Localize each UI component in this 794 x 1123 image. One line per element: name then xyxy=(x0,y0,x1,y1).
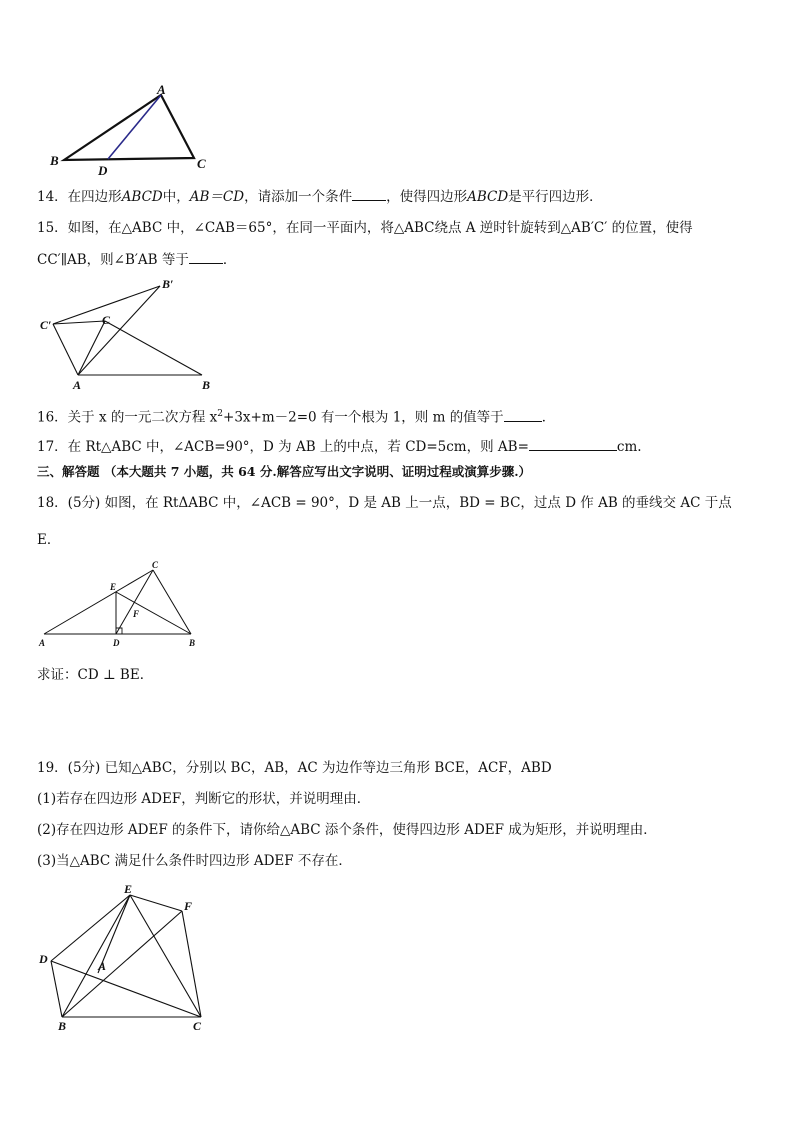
equilateral-figure-19 xyxy=(36,880,216,1035)
triangle-figure-13 xyxy=(40,82,220,177)
q14-text: ，使得四边形 xyxy=(386,189,468,205)
q14-abcd: ABCD xyxy=(467,189,509,205)
question-18-line2: E． xyxy=(37,532,61,548)
label-D: D xyxy=(98,163,108,178)
q16-text: 16．关于 x 的一元二次方程 x xyxy=(37,409,218,426)
label-B: B xyxy=(202,378,211,392)
q17-text: cm. xyxy=(616,439,642,455)
label-D: D xyxy=(39,952,48,966)
question-15-line1: 15．如图，在△ABC 中，∠CAB＝65°，在同一平面内，将△ABC绕点 A 逆时针旋转到△AB′C′ 的位置，使得 xyxy=(37,220,693,236)
label-D: D xyxy=(113,638,120,648)
label-E: E xyxy=(110,582,117,592)
rotation-figure-15 xyxy=(36,276,226,396)
q14-abcd: ABCD xyxy=(121,189,163,205)
label-C-prime: C′ xyxy=(40,318,52,332)
section-header: 三、解答题 （本大题共 7 小题，共 64 分.解答应写出文字说明、证明过程或演算步骤.） xyxy=(37,464,532,479)
question-18-line1: 18．(5分) 如图，在 RtΔABC 中，∠ACB = 90°，D 是 AB 上一点，BD = BC，过点 D 作 AB 的垂线交 AC 于点 xyxy=(37,495,732,511)
label-F: F xyxy=(184,899,193,913)
answer-blank[interactable] xyxy=(352,186,386,201)
q15-text: CC′∥AB，则∠B′AB 等于 xyxy=(37,252,189,268)
triangle-figure-18 xyxy=(36,558,211,653)
question-15-line2 xyxy=(37,249,236,270)
question-14 xyxy=(37,186,603,207)
answer-blank[interactable] xyxy=(189,249,223,264)
question-19-line1: 19．(5分) 已知△ABC，分别以 BC，AB，AC 为边作等边三角形 BCE，ACF，ABD xyxy=(37,760,552,776)
label-A: A xyxy=(73,378,82,392)
label-E: E xyxy=(124,882,133,896)
q17-text: 17．在 Rt△ABC 中，∠ACB=90°，D 为 AB 上的中点，若 CD=5cm，则 AB= xyxy=(37,439,529,455)
question-16 xyxy=(37,404,555,428)
question-18-proof: 求证：CD ⊥ BE． xyxy=(37,667,154,683)
label-C: C xyxy=(152,560,159,570)
question-19-part1: (1)若存在四边形 ADEF，判断它的形状，并说明理由． xyxy=(37,791,371,807)
q15-text: ． xyxy=(222,252,237,268)
q16-text: ． xyxy=(541,409,556,426)
q14-condition: AB＝CD xyxy=(189,189,245,205)
label-F: F xyxy=(133,609,140,619)
q14-text: 是平行四边形． xyxy=(508,189,603,205)
q14-text: 14．在四边形 xyxy=(37,189,122,205)
answer-blank[interactable] xyxy=(529,436,617,451)
label-B: B xyxy=(50,153,59,168)
q16-text: +3x+m－2=0 有一个根为 1，则 m 的值等于 xyxy=(223,409,504,426)
label-B-prime: B′ xyxy=(162,277,174,291)
question-19-part2: (2)存在四边形 ADEF 的条件下，请你给△ABC 添个条件，使得四边形 ADEF 成为矩形，并说明理由． xyxy=(37,822,657,838)
q14-text: ，请添加一个条件 xyxy=(244,189,353,205)
label-A: A xyxy=(98,959,107,973)
question-19-part3: (3)当△ABC 满足什么条件时四边形 ADEF 不存在． xyxy=(37,853,352,869)
answer-blank[interactable] xyxy=(504,407,542,422)
label-C: C xyxy=(193,1019,202,1033)
question-17 xyxy=(37,436,642,457)
label-C: C xyxy=(197,156,206,171)
label-A: A xyxy=(157,82,166,97)
label-A: A xyxy=(39,638,46,648)
label-B: B xyxy=(189,638,196,648)
label-C: C xyxy=(102,313,111,327)
q16-exponent: 2 xyxy=(217,409,224,419)
label-B: B xyxy=(58,1019,67,1033)
q14-text: 中， xyxy=(162,189,190,205)
